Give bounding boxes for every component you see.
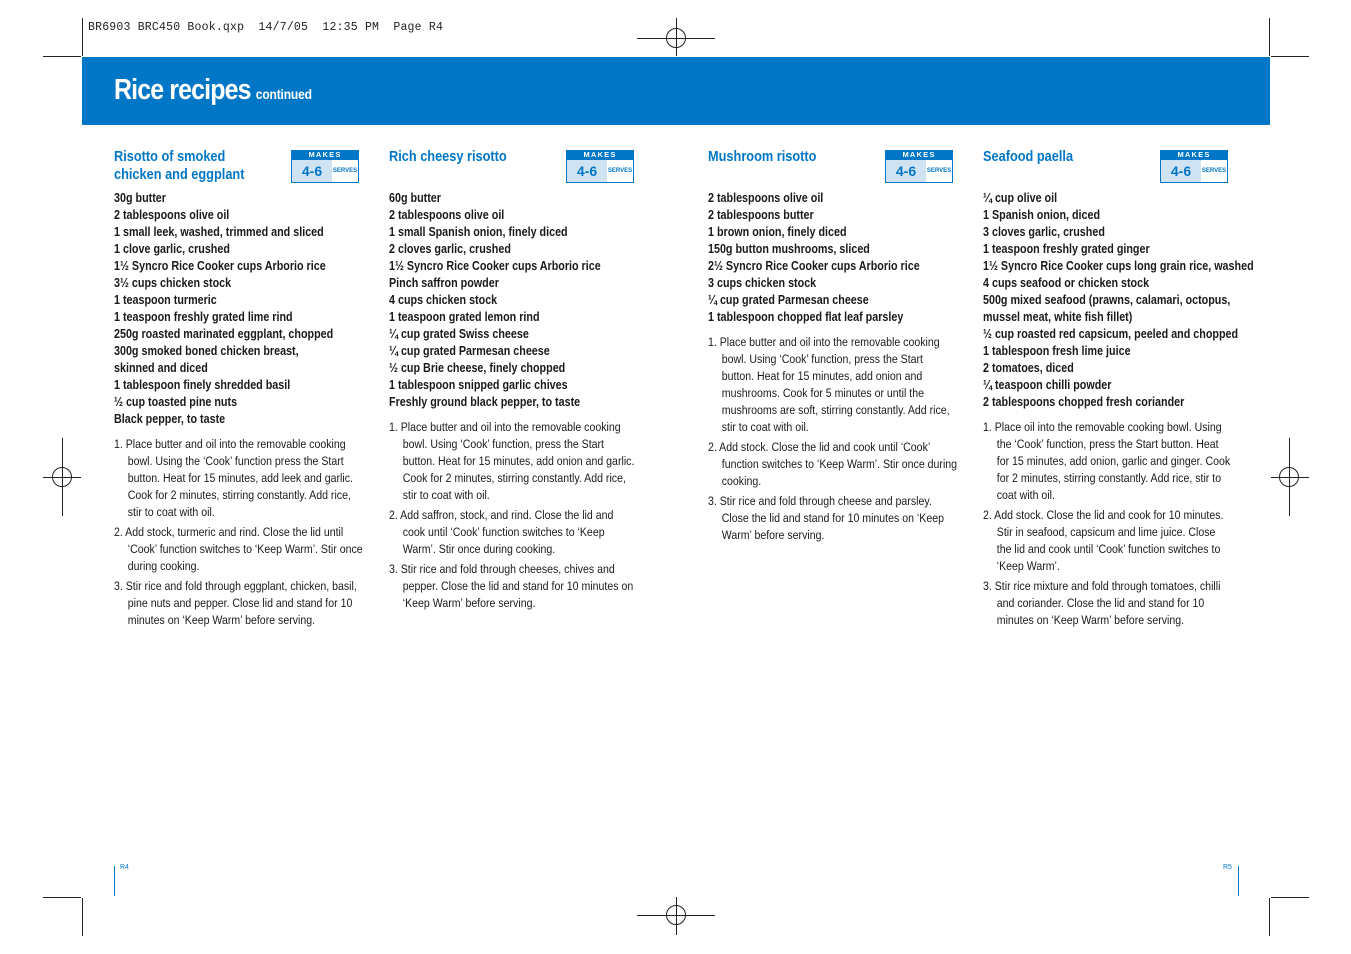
ingredient: 1½ Syncro Rice Cooker cups Arborio rice bbox=[389, 259, 601, 273]
crop-mark bbox=[1271, 56, 1309, 57]
ingredient: 1 brown onion, finely diced bbox=[708, 225, 847, 239]
crop-mark bbox=[43, 897, 81, 898]
ingredient: ¼ cup grated Parmesan cheese bbox=[708, 293, 869, 307]
ingredient: 1 small leek, washed, trimmed and sliced bbox=[114, 225, 324, 239]
page-number-right: R5 bbox=[1223, 864, 1232, 871]
ingredient: 4 cups seafood or chicken stock bbox=[983, 276, 1150, 290]
ingredient: skinned and diced bbox=[114, 361, 208, 375]
method-step: 2. Add stock, turmeric and rind. Close the lid until ‘Cook’ function switches to ‘Keep Warm’. Stir once during cooking. bbox=[114, 525, 363, 573]
recipe-title bbox=[983, 148, 1124, 166]
method-step: 2. Add saffron, stock, and rind. Close the lid and cook until ‘Cook’ function switches to ‘Keep Warm’. Stir once during cooking. bbox=[389, 508, 614, 556]
recipe-title bbox=[114, 148, 255, 184]
page-title bbox=[114, 74, 312, 107]
ingredient: 4 cups chicken stock bbox=[389, 293, 498, 307]
recipe-title-line: chicken and eggplant bbox=[114, 167, 245, 183]
serves-badge bbox=[291, 150, 359, 183]
ingredient: mussel meat, white fish fillet) bbox=[983, 310, 1133, 324]
ingredient: 3 cups chicken stock bbox=[708, 276, 817, 290]
ingredient: 1 tablespoon finely shredded basil bbox=[114, 378, 291, 392]
crop-mark bbox=[82, 898, 83, 936]
ingredient: 1½ Syncro Rice Cooker cups long grain rice, washed bbox=[983, 259, 1254, 273]
recipe-column bbox=[389, 148, 639, 610]
badge-number: 4-6 bbox=[1161, 160, 1201, 182]
badge-makes: MAKES bbox=[291, 150, 359, 160]
ingredient: 60g butter bbox=[389, 191, 441, 205]
recipe-column bbox=[114, 148, 364, 627]
ingredient: 1 teaspoon grated lemon rind bbox=[389, 310, 540, 324]
ingredient-list bbox=[708, 190, 968, 326]
ingredient: 1 teaspoon turmeric bbox=[114, 293, 217, 307]
badge-makes: MAKES bbox=[1160, 150, 1228, 160]
method-step: 2. Add stock. Close the lid and cook for 10 minutes. Stir in seafood, capsicum and lime juice. Close the lid and cook until ‘Cook’ function switches to ‘Keep Warm’. bbox=[983, 508, 1224, 573]
ingredient: 2 tablespoons olive oil bbox=[114, 208, 230, 222]
badge-serves: SERVES bbox=[607, 160, 633, 182]
method-step: 3. Stir rice mixture and fold through tomatoes, chilli and coriander. Close the lid and stand for 10 minutes on ‘Keep Warm’ before serving. bbox=[983, 579, 1221, 627]
badge-number: 4-6 bbox=[292, 160, 332, 182]
ingredient: 1 tablespoon chopped flat leaf parsley bbox=[708, 310, 904, 324]
ingredient: ¼ cup grated Swiss cheese bbox=[389, 327, 529, 341]
ingredient: ¼ cup olive oil bbox=[983, 191, 1058, 205]
recipe-column bbox=[983, 148, 1254, 627]
badge-serves: SERVES bbox=[926, 160, 952, 182]
ingredient: 150g button mushrooms, sliced bbox=[708, 242, 870, 256]
badge-number: 4-6 bbox=[567, 160, 607, 182]
method-steps bbox=[983, 419, 1232, 632]
ingredient: 1 Spanish onion, diced bbox=[983, 208, 1101, 222]
badge-number: 4-6 bbox=[886, 160, 926, 182]
ingredient: Freshly ground black pepper, to taste bbox=[389, 395, 581, 409]
ingredient: ¼ cup grated Parmesan cheese bbox=[389, 344, 550, 358]
ingredient: 30g butter bbox=[114, 191, 166, 205]
ingredient: Black pepper, to taste bbox=[114, 412, 226, 426]
ingredient: ½ cup toasted pine nuts bbox=[114, 395, 238, 409]
ingredient: 300g smoked boned chicken breast, bbox=[114, 344, 299, 358]
method-steps bbox=[114, 436, 363, 632]
page-number-rule bbox=[1238, 866, 1239, 896]
ingredient: 1 teaspoon freshly grated ginger bbox=[983, 242, 1150, 256]
header-banner bbox=[82, 57, 1270, 125]
ingredient: 3 cloves garlic, crushed bbox=[983, 225, 1105, 239]
method-step: 3. Stir rice and fold through eggplant, chicken, basil, pine nuts and pepper. Close lid and stand for 10 minutes on ‘Keep Warm’ before serving. bbox=[114, 579, 357, 627]
ingredient: 1 tablespoon fresh lime juice bbox=[983, 344, 1131, 358]
page-number-left: R4 bbox=[120, 864, 129, 871]
ingredient: 500g mixed seafood (prawns, calamari, octopus, bbox=[983, 293, 1231, 307]
badge-serves: SERVES bbox=[332, 160, 358, 182]
crop-mark bbox=[1269, 898, 1270, 936]
ingredient: 1 teaspoon freshly grated lime rind bbox=[114, 310, 293, 324]
serves-badge bbox=[885, 150, 953, 183]
badge-makes: MAKES bbox=[566, 150, 634, 160]
recipe-title-line: Rich cheesy risotto bbox=[389, 149, 507, 165]
ingredient: ½ cup roasted red capsicum, peeled and chopped bbox=[983, 327, 1239, 341]
method-step: 1. Place oil into the removable cooking bowl. Using the ‘Cook’ function, press the Start button. Heat for 15 minutes, add onion, garlic and ginger. Cook for 2 minutes, stirring constantly. Add rice, stir to coat with oil. bbox=[983, 420, 1231, 502]
ingredient-list bbox=[114, 190, 374, 428]
ingredient-list bbox=[389, 190, 649, 411]
ingredient: ½ cup Brie cheese, finely chopped bbox=[389, 361, 566, 375]
recipe-title-line: Seafood paella bbox=[983, 149, 1074, 165]
title-continued: continued bbox=[255, 86, 312, 102]
title-text: Rice recipes bbox=[114, 74, 251, 106]
badge-serves: SERVES bbox=[1201, 160, 1227, 182]
method-steps bbox=[708, 334, 957, 547]
page-number-rule bbox=[114, 866, 115, 896]
ingredient: 1 small Spanish onion, finely diced bbox=[389, 225, 568, 239]
recipe-title bbox=[389, 148, 530, 166]
serves-badge bbox=[1160, 150, 1228, 183]
serves-badge bbox=[566, 150, 634, 183]
ingredient: 2 cloves garlic, crushed bbox=[389, 242, 511, 256]
ingredient: 2 tablespoons butter bbox=[708, 208, 814, 222]
ingredient: Pinch saffron powder bbox=[389, 276, 499, 290]
ingredient: 250g roasted marinated eggplant, chopped bbox=[114, 327, 334, 341]
method-steps bbox=[389, 419, 638, 615]
ingredient-list bbox=[983, 190, 1254, 411]
method-step: 2. Add stock. Close the lid and cook until ‘Cook’ function switches to ‘Keep Warm’. Stir once during cooking. bbox=[708, 440, 958, 488]
print-slug: BR6903 BRC450 Book.qxp 14/7/05 12:35 PM Page R4 bbox=[88, 21, 444, 34]
crop-mark bbox=[43, 56, 81, 57]
ingredient: 2½ Syncro Rice Cooker cups Arborio rice bbox=[708, 259, 920, 273]
ingredient: 2 tablespoons olive oil bbox=[708, 191, 824, 205]
recipe-title-line: Mushroom risotto bbox=[708, 149, 817, 165]
ingredient: 1 clove garlic, crushed bbox=[114, 242, 230, 256]
ingredient: 1½ Syncro Rice Cooker cups Arborio rice bbox=[114, 259, 326, 273]
ingredient: 2 tomatoes, diced bbox=[983, 361, 1074, 375]
ingredient: 2 tablespoons olive oil bbox=[389, 208, 505, 222]
method-step: 1. Place butter and oil into the removable cooking bowl. Using the ‘Cook’ function press the Start button. Heat for 15 minutes, add leek and garlic. Cook for 2 minutes, stirring constantly. Add rice, stir to coat with oil. bbox=[114, 437, 353, 519]
recipe-title bbox=[708, 148, 849, 166]
recipe-column bbox=[708, 148, 958, 542]
ingredient: 2 tablespoons chopped fresh coriander bbox=[983, 395, 1185, 409]
method-step: 1. Place butter and oil into the removable cooking bowl. Using ‘Cook’ function, press the Start button. Heat for 15 minutes, add onion and mushrooms. Cook for 5 minutes or until the mushrooms are soft, stirring constantly. Add rice, stir to coat with oil. bbox=[708, 335, 950, 434]
ingredient: ¼ teaspoon chilli powder bbox=[983, 378, 1112, 392]
ingredient: 3½ cups chicken stock bbox=[114, 276, 232, 290]
method-step: 3. Stir rice and fold through cheese and parsley. Close the lid and stand for 10 minutes on ‘Keep Warm’ before serving. bbox=[708, 494, 944, 542]
method-step: 1. Place butter and oil into the removable cooking bowl. Using ‘Cook’ function, press the Start button. Heat for 15 minutes, add onion and garlic. Cook for 2 minutes, stirring constantly. Add rice, stir to coat with oil. bbox=[389, 420, 635, 502]
recipe-title-line: Risotto of smoked bbox=[114, 149, 226, 165]
crop-mark bbox=[1269, 18, 1270, 56]
method-step: 3. Stir rice and fold through cheeses, chives and pepper. Close the lid and stand for 10 minutes on ‘Keep Warm’ before serving. bbox=[389, 562, 634, 610]
crop-mark bbox=[1271, 897, 1309, 898]
ingredient: 1 tablespoon snipped garlic chives bbox=[389, 378, 568, 392]
crop-mark bbox=[82, 18, 83, 56]
badge-makes: MAKES bbox=[885, 150, 953, 160]
